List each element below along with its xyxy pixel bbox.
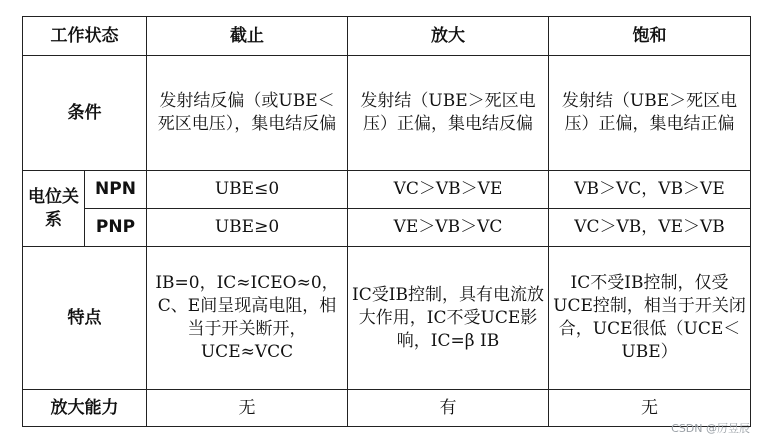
condition-saturation: 发射结（UBE＞死区电压）正偏，集电结正偏 bbox=[549, 56, 751, 171]
pnp-amplify: VE＞VB＞VC bbox=[348, 209, 549, 247]
ability-label: 放大能力 bbox=[23, 390, 147, 427]
features-saturation: IC不受IB控制，仅受UCE控制，相当于开关闭合，UCE很低（UCE＜UBE） bbox=[549, 247, 751, 390]
ability-amplify: 有 bbox=[348, 390, 549, 427]
npn-saturation: VB＞VC，VB＞VE bbox=[549, 171, 751, 209]
header-cutoff: 截止 bbox=[147, 17, 348, 56]
condition-row bbox=[23, 56, 751, 171]
npn-cutoff: UBE≤0 bbox=[147, 171, 348, 209]
features-amplify: IC受IB控制，具有电流放大作用，IC不受UCE影响，IC=β IB bbox=[348, 247, 549, 390]
pnp-cutoff: UBE≥0 bbox=[147, 209, 348, 247]
ability-row bbox=[23, 390, 751, 427]
npn-amplify: VC＞VB＞VE bbox=[348, 171, 549, 209]
features-cutoff: IB=0，IC≈ICEO≈0，C、E间呈现高电阻，相当于开关断开，UCE≈VCC bbox=[147, 247, 348, 390]
potential-label: 电位关系 bbox=[23, 171, 85, 247]
npn-row bbox=[23, 171, 751, 209]
condition-amplify: 发射结（UBE＞死区电压）正偏，集电结反偏 bbox=[348, 56, 549, 171]
watermark: CSDN @厉昱辰 bbox=[671, 422, 750, 435]
header-amplify: 放大 bbox=[348, 17, 549, 56]
ability-cutoff: 无 bbox=[147, 390, 348, 427]
header-saturation: 饱和 bbox=[549, 17, 751, 56]
npn-label: NPN bbox=[85, 171, 147, 209]
condition-label: 条件 bbox=[23, 56, 147, 171]
pnp-saturation: VC＞VB，VE＞VB bbox=[549, 209, 751, 247]
condition-cutoff: 发射结反偏（或UBE＜死区电压），集电结反偏 bbox=[147, 56, 348, 171]
features-row bbox=[23, 247, 751, 390]
transistor-state-table bbox=[22, 16, 751, 427]
pnp-label: PNP bbox=[85, 209, 147, 247]
features-label: 特点 bbox=[23, 247, 147, 390]
pnp-row bbox=[23, 209, 751, 247]
header-row bbox=[23, 17, 751, 56]
header-state: 工作状态 bbox=[23, 17, 147, 56]
ability-saturation: 无 bbox=[549, 390, 751, 427]
